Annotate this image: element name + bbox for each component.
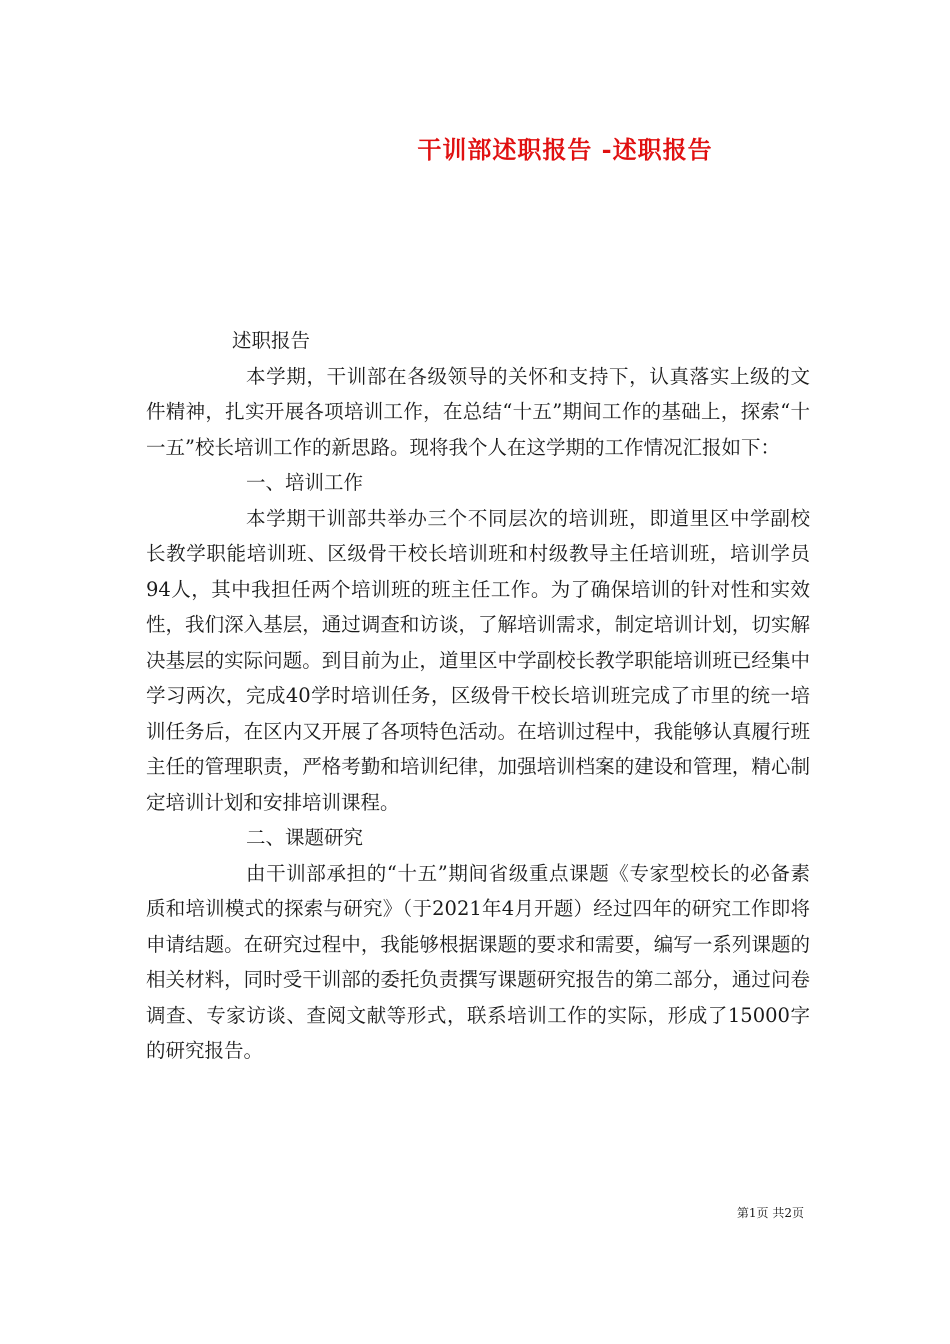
document-body (146, 323, 810, 1069)
section-heading-research: 二、课题研究 (246, 826, 364, 849)
page-number: 第1页 共2页 (736, 1206, 804, 1220)
document-title: 干训部述职报告 -述职报告 (417, 135, 713, 164)
research-paragraph: 由干训部承担的“十五”期间省级重点课题《专家型校长的必备素质和培训模式的探索与研究》（于2021年4月开题）经过四年的研究工作即将申请结题。在研究过程中，我能够根据课题的要求和需要，编写一系列课题的相关材料，同时受干训部的委托负责撰写课题研究报告的第二部分，通过问卷调查、专家访谈、查阅文献等形式，联系培训工作的实际，形成了15000字的研究报告。 (146, 861, 810, 1062)
training-paragraph: 本学期干训部共举办三个不同层次的培训班，即道里区中学副校长教学职能培训班、区级骨干校长培训班和村级教导主任培训班，培训学员94人，其中我担任两个培训班的班主任工作。为了确保培训的针对性和实效性，我们深入基层，通过调查和访谈，了解培训需求，制定培训计划，切实解决基层的实际问题。到目前为止，道里区中学副校长教学职能培训班已经集中学习两次，完成40学时培训任务，区级骨干校长培训班完成了市里的统一培训任务后，在区内又开展了各项特色活动。在培训过程中，我能够认真履行班主任的管理职责，严格考勤和培训纪律，加强培训档案的建设和管理，精心制定培训计划和安排培训课程。 (146, 506, 810, 814)
report-label: 述职报告 (232, 329, 311, 352)
intro-paragraph: 本学期，干训部在各级领导的关怀和支持下，认真落实上级的文件精神，扎实开展各项培训工作，在总结“十五”期间工作的基础上，探索“十一五”校长培训工作的新思路。现将我个人在这学期的工作情况汇报如下： (146, 364, 810, 459)
section-heading-training: 一、培训工作 (246, 471, 364, 494)
